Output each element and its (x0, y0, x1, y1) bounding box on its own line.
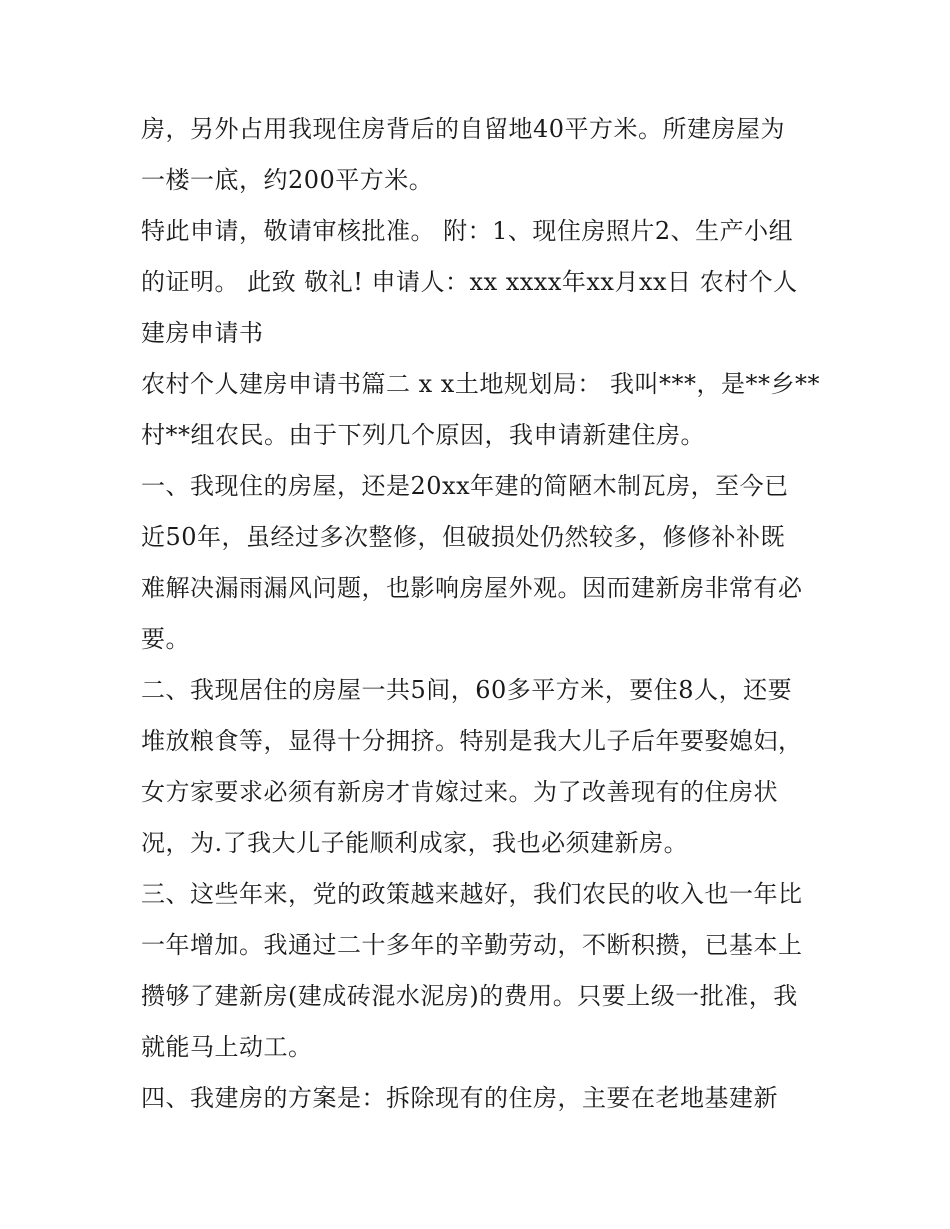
text-line: 一年增加。我通过二十多年的辛勤劳动，不断积攒，已基本上 (141, 931, 803, 959)
text-line: 攒够了建新房(建成砖混水泥房)的费用。只要上级一批准，我 (141, 982, 798, 1010)
text-line: 堆放粮食等，显得十分拥挤。特别是我大儿子后年要娶媳妇， (141, 727, 803, 755)
document-body (141, 104, 821, 1124)
text-line: 房，另外占用我现住房背后的自留地40平方米。所建房屋为 (141, 115, 786, 143)
text-line: 村**组农民。由于下列几个原因，我申请新建住房。 (141, 421, 705, 449)
text-line: 三、这些年来，党的政策越来越好，我们农民的收入也一年比 (141, 880, 803, 908)
text-line: 况，为.了我大儿子能顺利成家，我也必须建新房。 (141, 829, 689, 857)
text-line: 特此申请，敬请审核批准。 附：1、现住房照片2、生产小组 (141, 217, 794, 245)
text-line: 难解决漏雨漏风问题，也影响房屋外观。因而建新房非常有必 (141, 574, 803, 602)
text-line: 四、我建房的方案是：拆除现有的住房，主要在老地基建新 (141, 1084, 778, 1112)
text-line: 建房申请书 (141, 319, 264, 347)
text-line: 农村个人建房申请书篇二 x x土地规划局： 我叫***，是**乡** (141, 370, 820, 398)
text-line: 二、我现居住的房屋一共5间，60多平方米，要住8人，还要 (141, 676, 793, 704)
text-line: 一、我现住的房屋，还是20xx年建的简陋木制瓦房，至今已 (141, 472, 789, 500)
text-line: 要。 (141, 625, 190, 653)
text-line: 就能马上动工。 (141, 1033, 313, 1061)
text-line: 女方家要求必须有新房才肯嫁过来。为了改善现有的住房状 (141, 778, 778, 806)
text-line: 的证明。 此致 敬礼! 申请人：xx xxxx年xx月xx日 农村个人 (141, 268, 798, 296)
text-line: 一楼一底，约200平方米。 (141, 166, 434, 194)
text-line: 近50年，虽经过多次整修，但破损处仍然较多，修修补补既 (141, 523, 786, 551)
